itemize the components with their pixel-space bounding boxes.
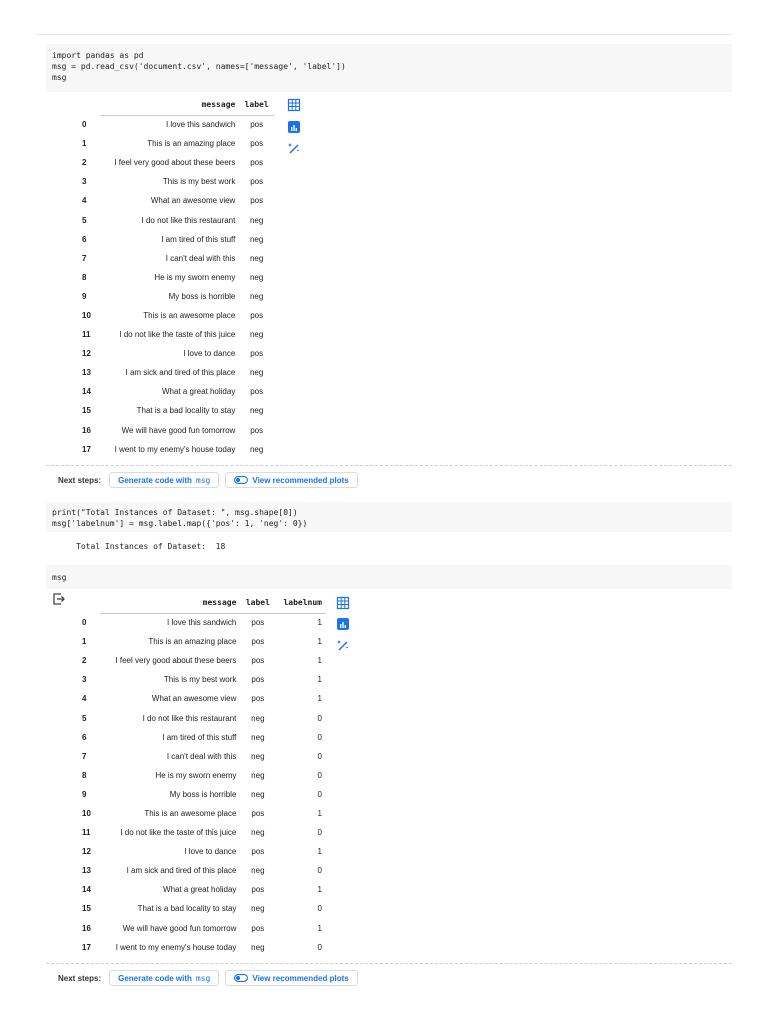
cell-labelnum: 1: [317, 808, 322, 818]
table-row: [78, 708, 326, 727]
cell-label: neg: [251, 751, 265, 761]
table-row: [78, 632, 326, 651]
row-index: 17: [82, 444, 91, 454]
cell-message: I am tired of this stuff: [161, 234, 236, 244]
code-line: msg: [52, 573, 67, 582]
row-index: 3: [82, 177, 87, 187]
section-divider: [46, 465, 732, 466]
cell-label: pos: [250, 177, 264, 187]
section-divider: [46, 963, 732, 964]
output-arrow-icon[interactable]: [52, 592, 66, 606]
table-row: [78, 747, 326, 766]
cell-label: pos: [251, 808, 265, 818]
table-row: [78, 766, 326, 785]
cell-label: pos: [251, 637, 265, 647]
cell-label: neg: [249, 234, 264, 244]
cell-labelnum: 0: [317, 828, 322, 838]
row-index: 13: [82, 866, 91, 876]
table-row: [78, 613, 326, 632]
generate-code-label: Generate code with: [118, 973, 192, 983]
cell-message: I feel very good about these beers: [114, 158, 236, 168]
row-index: 4: [82, 694, 87, 704]
row-index: 7: [82, 751, 87, 761]
code-line: msg = pd.read_csv('document.csv', names=['message', 'label']): [52, 62, 346, 71]
cell-message: I love this sandwich: [167, 618, 237, 628]
cell-labelnum: 0: [317, 866, 322, 876]
cell-label: neg: [251, 732, 265, 742]
table-row: [78, 651, 326, 670]
cell-labelnum: 1: [317, 885, 322, 895]
next-steps-bar-2: [58, 969, 358, 987]
row-index: 1: [82, 637, 87, 647]
cell-message: This is my best work: [162, 177, 236, 187]
view-plots-label: View recommended plots: [252, 475, 349, 485]
cell-message: He is my sworn enemy: [154, 272, 236, 282]
row-index: 4: [82, 196, 87, 206]
cell-label: neg: [249, 330, 264, 340]
code-line: print("Total Instances of Dataset: ", msg.shape[0]): [52, 508, 298, 517]
cell-message: My boss is horrible: [168, 291, 236, 301]
table-header-row: [78, 593, 326, 613]
cell-message: I am tired of this stuff: [162, 732, 237, 742]
cell-label: neg: [249, 444, 264, 454]
row-index: 8: [82, 770, 87, 780]
cell-message: That is a bad locality to stay: [136, 406, 236, 416]
row-index: 12: [82, 847, 91, 857]
generate-code-button[interactable]: [109, 472, 219, 488]
row-index: 8: [82, 272, 87, 282]
row-index: 0: [82, 618, 87, 628]
cell-message: We will have good fun tomorrow: [121, 425, 236, 435]
row-index: 15: [82, 406, 91, 416]
magic-wand-icon[interactable]: [336, 638, 350, 652]
table-row: [78, 230, 274, 249]
cell-labelnum: 0: [317, 751, 322, 761]
cell-label: pos: [251, 885, 265, 895]
table-row: [78, 823, 326, 842]
cell-message: I do not like the taste of this juice: [119, 330, 236, 340]
table-row: [78, 689, 326, 708]
table-row: [78, 401, 274, 420]
row-index: 10: [82, 808, 91, 818]
table-row: [78, 421, 274, 440]
cell-message: What an awesome view: [150, 196, 236, 206]
view-plots-label: View recommended plots: [252, 973, 349, 983]
cell-message: I love to dance: [184, 847, 237, 857]
table-row: [78, 919, 326, 938]
row-index: 11: [82, 828, 91, 838]
cell-message: I love this sandwich: [165, 120, 236, 130]
row-index: 11: [82, 330, 91, 340]
row-index: 7: [82, 253, 87, 263]
cell-message: What a great holiday: [161, 387, 236, 397]
table-row: [78, 249, 274, 268]
row-index: 16: [82, 425, 91, 435]
cell-message: This is my best work: [163, 675, 237, 685]
row-index: 17: [82, 942, 91, 952]
row-index: 14: [82, 885, 91, 895]
cell-message: I love to dance: [183, 349, 236, 359]
cell-label: pos: [250, 310, 264, 320]
cell-labelnum: 1: [317, 694, 322, 704]
cell-label: neg: [249, 215, 264, 225]
code-cell-2[interactable]: [46, 502, 732, 532]
column-header-message: message: [100, 95, 239, 115]
bar-chart-icon[interactable]: [287, 120, 301, 134]
table-row: [78, 861, 326, 880]
table-row: [78, 287, 274, 306]
cell-label: neg: [251, 713, 265, 723]
cell-labelnum: 1: [317, 847, 322, 857]
cell-labelnum: 0: [317, 942, 322, 952]
table-row: [78, 440, 274, 459]
cell-message: I do not like this restaurant: [142, 713, 237, 723]
table-row: [78, 325, 274, 344]
index-header: [78, 95, 100, 115]
column-header-label: label: [240, 593, 275, 613]
cell-message: I am sick and tired of this place: [125, 368, 236, 378]
table-row: [78, 938, 326, 957]
cell-message: I can't deal with this: [165, 253, 236, 263]
row-index: 1: [82, 139, 87, 149]
row-index: 12: [82, 349, 91, 359]
row-index: 5: [82, 215, 87, 225]
row-index: 0: [82, 120, 87, 130]
cell-message: This is an amazing place: [148, 637, 237, 647]
dataframe-output-1: [78, 95, 274, 459]
cell-label: pos: [250, 158, 264, 168]
table-row: [78, 363, 274, 382]
cell-labelnum: 0: [317, 904, 322, 914]
row-index: 5: [82, 713, 87, 723]
table-row: [78, 268, 274, 287]
cell-message: I went to my enemy's house today: [115, 942, 237, 952]
table-row: [78, 344, 274, 363]
table-row: [78, 804, 326, 823]
cell-label: pos: [250, 139, 264, 149]
cell-label: neg: [251, 866, 265, 876]
cell-label: pos: [250, 120, 264, 130]
table-row: [78, 153, 274, 172]
cell-message: I do not like the taste of this juice: [120, 828, 237, 838]
cell-label: neg: [249, 253, 264, 263]
cell-message: I went to my enemy's house today: [114, 444, 236, 454]
cell-message: What a great holiday: [163, 885, 237, 895]
cell-label: neg: [251, 904, 265, 914]
cell-labelnum: 0: [317, 732, 322, 742]
bar-chart-icon[interactable]: [336, 617, 350, 631]
next-steps-label: Next steps:: [58, 475, 102, 485]
next-steps-label: Next steps:: [58, 973, 102, 983]
row-index: 15: [82, 904, 91, 914]
row-index: 13: [82, 368, 91, 378]
index-header: [78, 593, 100, 613]
toggle-icon: [234, 974, 248, 982]
table-row: [78, 842, 326, 861]
cell-label: neg: [251, 789, 265, 799]
code-cell-3[interactable]: [46, 565, 732, 589]
cell-message: That is a bad locality to stay: [137, 904, 237, 914]
code-line: import pandas as pd: [52, 51, 144, 60]
row-index: 9: [82, 291, 87, 301]
table-row: [78, 899, 326, 918]
cell-message: This is an awesome place: [144, 808, 237, 818]
cell-labelnum: 0: [317, 789, 322, 799]
view-plots-button[interactable]: [225, 970, 357, 986]
cell-message: This is an amazing place: [147, 139, 236, 149]
cell-label: pos: [251, 847, 265, 857]
dataframe-output-2: [78, 593, 326, 957]
code-cell-1[interactable]: [46, 44, 732, 92]
table-icon[interactable]: [287, 98, 301, 112]
table-row: [78, 306, 274, 325]
cell-label: pos: [250, 349, 264, 359]
column-header-labelnum: labelnum: [275, 593, 326, 613]
table-header-row: [78, 95, 274, 115]
table-row: [78, 880, 326, 899]
row-index: 16: [82, 923, 91, 933]
table-icon[interactable]: [336, 596, 350, 610]
cell-label: pos: [251, 618, 265, 628]
row-index: 2: [82, 656, 87, 666]
cell-message: I feel very good about these beers: [115, 656, 237, 666]
cell-message: He is my sworn enemy: [155, 770, 237, 780]
table-row: [78, 172, 274, 191]
table-row: [78, 728, 326, 747]
cell-label: pos: [251, 675, 265, 685]
cell-label: pos: [251, 923, 265, 933]
generate-code-var: msg: [195, 973, 211, 983]
cell-message: I am sick and tired of this place: [126, 866, 237, 876]
print-output: Total Instances of Dataset: 18: [76, 542, 226, 551]
view-plots-button[interactable]: [225, 472, 357, 488]
magic-wand-icon[interactable]: [287, 141, 301, 155]
cell-label: neg: [249, 291, 264, 301]
top-divider: [36, 34, 732, 35]
cell-labelnum: 0: [317, 770, 322, 780]
table-row: [78, 210, 274, 229]
cell-message: This is an awesome place: [143, 310, 236, 320]
cell-label: neg: [251, 770, 265, 780]
cell-labelnum: 1: [317, 923, 322, 933]
row-index: 6: [82, 234, 87, 244]
row-index: 2: [82, 158, 87, 168]
table-row: [78, 191, 274, 210]
cell-labelnum: 1: [317, 656, 322, 666]
cell-label: pos: [250, 387, 264, 397]
row-index: 6: [82, 732, 87, 742]
cell-label: pos: [251, 656, 265, 666]
table-row: [78, 134, 274, 153]
cell-label: neg: [249, 368, 264, 378]
row-index: 3: [82, 675, 87, 685]
cell-labelnum: 0: [317, 713, 322, 723]
generate-code-label: Generate code with: [118, 475, 192, 485]
table-row: [78, 670, 326, 689]
generate-code-button[interactable]: [109, 970, 219, 986]
cell-label: neg: [251, 942, 265, 952]
cell-label: pos: [251, 694, 265, 704]
code-line: msg['labelnum'] = msg.label.map({'pos': 1, 'neg': 0}): [52, 519, 308, 528]
cell-message: I do not like this restaurant: [141, 215, 236, 225]
column-header-message: message: [100, 593, 240, 613]
table-row: [78, 382, 274, 401]
column-header-label: label: [239, 95, 274, 115]
next-steps-bar-1: [58, 471, 358, 489]
code-line: msg: [52, 73, 67, 82]
toggle-icon: [234, 476, 248, 484]
row-index: 10: [82, 310, 91, 320]
cell-message: What an awesome view: [151, 694, 237, 704]
cell-label: pos: [250, 425, 264, 435]
cell-label: neg: [249, 272, 264, 282]
cell-message: I can't deal with this: [166, 751, 237, 761]
row-index: 9: [82, 789, 87, 799]
table-row: [78, 785, 326, 804]
generate-code-var: msg: [195, 475, 211, 485]
cell-labelnum: 1: [317, 675, 322, 685]
row-index: 14: [82, 387, 91, 397]
cell-label: neg: [249, 406, 264, 416]
cell-label: neg: [251, 828, 265, 838]
table-row: [78, 115, 274, 134]
cell-label: pos: [250, 196, 264, 206]
cell-message: My boss is horrible: [169, 789, 237, 799]
cell-labelnum: 1: [317, 637, 322, 647]
cell-labelnum: 1: [317, 618, 322, 628]
cell-message: We will have good fun tomorrow: [122, 923, 237, 933]
